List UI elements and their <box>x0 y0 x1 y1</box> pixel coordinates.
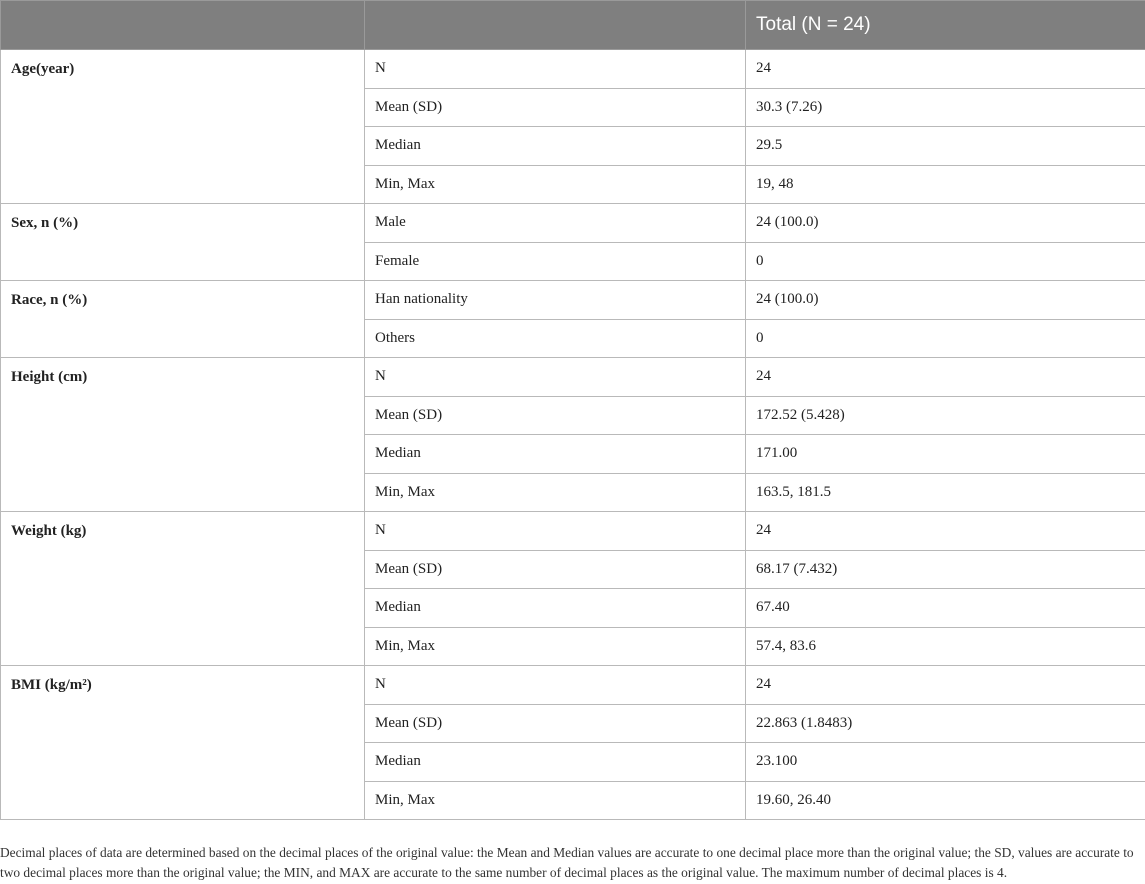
statistic-label: N <box>365 666 746 705</box>
statistic-label: Han nationality <box>365 281 746 320</box>
statistic-value: 24 <box>746 50 1145 89</box>
table-row <box>1 512 1145 551</box>
statistic-label: Median <box>365 435 746 474</box>
table-row <box>1 204 1145 243</box>
statistic-value: 57.4, 83.6 <box>746 627 1145 666</box>
table-row <box>1 358 1145 397</box>
header-cell-total: Total (N = 24) <box>746 1 1145 50</box>
variable-label: BMI (kg/m²) <box>1 666 365 820</box>
table-body <box>1 50 1145 820</box>
header-cell-variable <box>1 1 365 50</box>
statistic-label: N <box>365 512 746 551</box>
statistic-value: 30.3 (7.26) <box>746 88 1145 127</box>
header-cell-statistic <box>365 1 746 50</box>
statistic-value: 24 (100.0) <box>746 281 1145 320</box>
statistic-label: Median <box>365 589 746 628</box>
variable-label: Age(year) <box>1 50 365 204</box>
statistic-label: N <box>365 50 746 89</box>
statistic-value: 68.17 (7.432) <box>746 550 1145 589</box>
statistic-value: 22.863 (1.8483) <box>746 704 1145 743</box>
statistic-value: 23.100 <box>746 743 1145 782</box>
statistic-value: 163.5, 181.5 <box>746 473 1145 512</box>
statistic-label: Others <box>365 319 746 358</box>
statistic-value: 24 <box>746 512 1145 551</box>
statistic-value: 0 <box>746 319 1145 358</box>
statistic-label: Mean (SD) <box>365 396 746 435</box>
variable-label: Sex, n (%) <box>1 204 365 281</box>
statistic-value: 24 <box>746 666 1145 705</box>
statistic-label: Female <box>365 242 746 281</box>
statistic-label: Min, Max <box>365 627 746 666</box>
statistic-value: 171.00 <box>746 435 1145 474</box>
statistic-label: Min, Max <box>365 165 746 204</box>
statistic-label: Median <box>365 743 746 782</box>
statistic-value: 19, 48 <box>746 165 1145 204</box>
statistic-value: 29.5 <box>746 127 1145 166</box>
table-footnote: Decimal places of data are determined based on the decimal places of the original value: the Mean and Median values are accurate to one decimal place more than the original value; the SD, values are accurate to two decimal places more than the original value; the MIN, and MAX are accurate to the same number of decimal places as the original value. The maximum number of decimal places is 4. <box>0 845 1134 880</box>
statistic-label: Mean (SD) <box>365 704 746 743</box>
statistic-label: N <box>365 358 746 397</box>
statistic-label: Mean (SD) <box>365 550 746 589</box>
header-row <box>1 1 1145 50</box>
statistic-label: Median <box>365 127 746 166</box>
statistic-value: 24 <box>746 358 1145 397</box>
statistic-label: Male <box>365 204 746 243</box>
variable-label: Weight (kg) <box>1 512 365 666</box>
statistic-value: 172.52 (5.428) <box>746 396 1145 435</box>
statistic-value: 19.60, 26.40 <box>746 781 1145 820</box>
table-header <box>1 1 1145 50</box>
statistic-label: Mean (SD) <box>365 88 746 127</box>
statistic-label: Min, Max <box>365 473 746 512</box>
statistic-label: Min, Max <box>365 781 746 820</box>
variable-label: Height (cm) <box>1 358 365 512</box>
variable-label: Race, n (%) <box>1 281 365 358</box>
statistic-value: 0 <box>746 242 1145 281</box>
table-row <box>1 666 1145 705</box>
table-row <box>1 281 1145 320</box>
statistic-value: 67.40 <box>746 589 1145 628</box>
table-row <box>1 50 1145 89</box>
statistic-value: 24 (100.0) <box>746 204 1145 243</box>
